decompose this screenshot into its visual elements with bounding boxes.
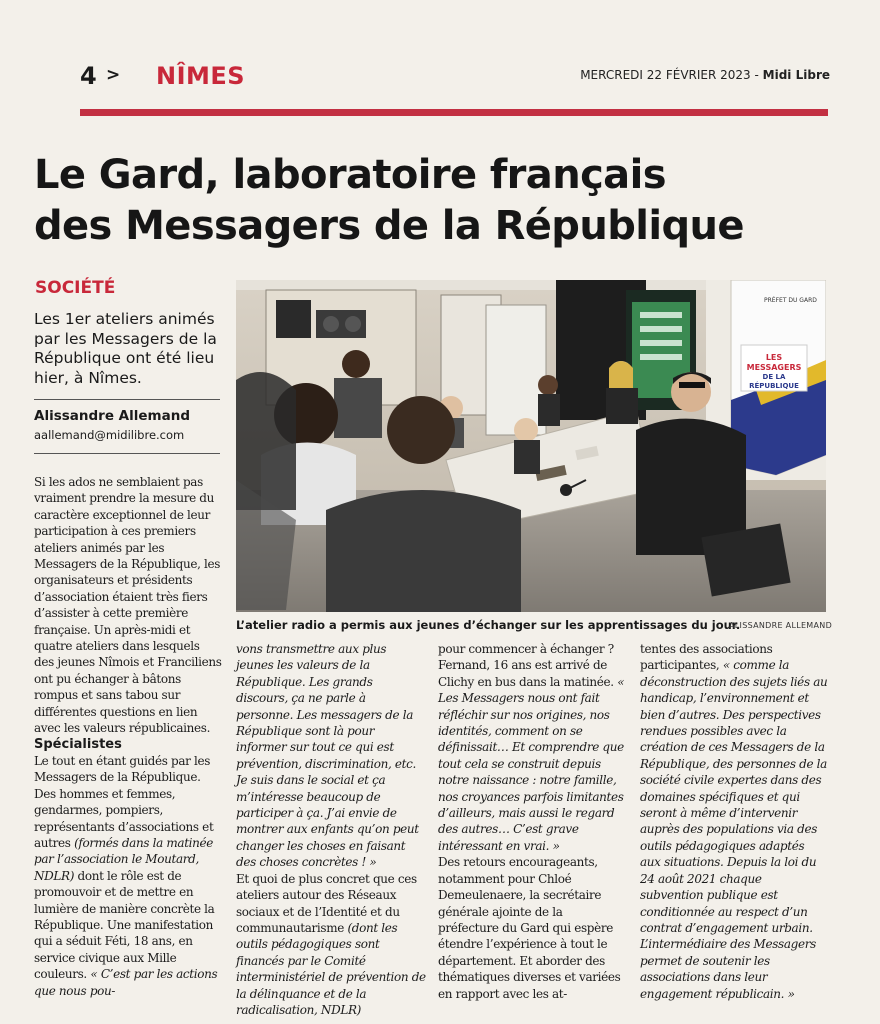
banner-line-4: RÉPUBLIQUE [749, 382, 799, 390]
body-column-1 [34, 474, 222, 999]
body-text: Le tout en étant guidés par les Messagers de la République. Des hommes et femmes, gendarmes, pompiers, représentants d’associations et autres [34, 753, 214, 850]
banner-line-3: DE LA [762, 373, 786, 381]
body-column-4 [640, 641, 828, 1002]
article-headline [34, 150, 834, 252]
author-name: Alissandre Allemand [34, 408, 190, 424]
body-column-2 [236, 641, 426, 1018]
body-quote: vons transmettre aux plus jeunes les valeurs de la République. Les grands discours, ça ne parle à personne. Les messagers de la République sont là pour informer sur tout ce qui est prévention, discrimination, etc. Je suis dans le social et ça m’intéresse beaucoup de participer à ça. J’ai envie de montrer aux enfants qu’on peut changer les choses en faisant des choses concrètes ! » [236, 642, 419, 870]
body-paragraph: Des retours encourageants, notamment pour Chloé Demeulenaere, la secrétaire générale ajointe de la préfecture du Gard qui espère étendre l’expérience à tout le département. Et aborder des thématiques diverses et variées en rapport avec les at- [438, 855, 621, 1001]
header-divider [80, 109, 828, 116]
dateline [580, 68, 830, 82]
body-column-3 [438, 641, 626, 1002]
byline-divider [34, 453, 220, 454]
lead-divider [34, 399, 220, 400]
subhead-specialistes: Spécialistes [34, 736, 122, 752]
article-photo [236, 280, 826, 612]
headline-line-1: Le Gard, laboratoire français [34, 152, 666, 198]
date-text: MERCREDI 22 FÉVRIER 2023 - [580, 68, 763, 82]
body-text: dont le rôle est de promouvoir et de mettre en lumière de manière concrète la République. Une manifestation qui a séduit Féti, 18 ans, en service civique aux Mille couleurs. [34, 868, 215, 982]
body-quote: « C’est par les actions que nous pou- [34, 967, 218, 998]
rubric-label: SOCIÉTÉ [35, 278, 116, 298]
radio-workshop-photo [236, 280, 826, 612]
body-paragraph: Si les ados ne semblaient pas vraiment prendre la mesure du caractère exceptionnel de leur participation à ces premiers ateliers animés par les Messagers de la République, les organisateurs et présidents d’association étaient très fiers d’assister à cette première française. Un après-midi et quatre ateliers dans lesquels des jeunes Nîmois et Franciliens ont pu échanger à bâtons rompus et sans tabou sur différentes questions en lien avec les valeurs républicaines. [34, 475, 222, 736]
section-title: NÎMES [156, 62, 246, 90]
newspaper-name: Midi Libre [762, 68, 830, 82]
body-quote: « Les Messagers nous ont fait réfléchir sur nos origines, nos identités, comment on se définissait… Et comprendre que tout cela se construit depuis notre naissance : notre famille, nos croyances parfois limitantes d’ailleurs, mais aussi le regard des autres… C’est grave intéressant en vrai. » [438, 674, 625, 853]
body-text: Et quoi de plus concret que ces ateliers autour des Réseaux sociaux et de l’Identité et du communautarisme [236, 871, 417, 935]
body-paragraph [438, 641, 626, 854]
prefecture-mark: PRÉFET DU GARD [764, 297, 817, 304]
banner-line-2: MESSAGERS [746, 363, 802, 372]
photo-caption: L’atelier radio a permis aux jeunes d’échanger sur les apprentissages du jour. [236, 618, 741, 632]
author-email[interactable]: aallemand@midilibre.com [34, 428, 185, 442]
photo-credit: ALISSANDRE ALLEMAND [729, 621, 833, 630]
page-number: 4 [80, 62, 97, 90]
body-text-italic: (dont les outils pédagogiques sont financés par le Comité interministériel de prévention de la délinquance et de la radicalisation, NDLR) [236, 920, 426, 1017]
body-paragraph [236, 871, 426, 1019]
body-text: tentes des associations participantes, [640, 642, 773, 673]
page-arrow-icon: > [106, 65, 121, 85]
body-text: pour commencer à échanger ? Fernand, 16 ans est arrivé de Clichy en bus dans la matinée. [438, 642, 618, 689]
body-quote: « comme la déconstruction des sujets liés au handicap, l’environnement et bien d’autres. Des perspectives rendues possibles avec la création de ces Messagers de la République, des personnes de la société civile expertes dans des domaines spécifiques et qui seront à même d’intervenir auprès des populations via des outils pédagogiques adaptés aux situations. Depuis la loi du 24 août 2021 chaque subvention publique est conditionnée au respect d’un contrat d’engagement urbain. L’intermédiaire des Messagers permet de soutenir les associations dans leur engagement républicain. » [640, 658, 828, 1001]
body-text-italic: (formés dans la matinée par l’association le Moutard, NDLR) [34, 835, 214, 883]
article-lead: Les 1er ateliers animés par les Messagers de la République ont été lieu hier, à Nîmes. [34, 310, 217, 387]
banner-line-1: LES [765, 353, 783, 362]
page-header [80, 60, 830, 92]
body-paragraph [640, 641, 828, 1002]
headline-line-2: des Messagers de la République [34, 203, 744, 249]
body-paragraph [34, 753, 222, 999]
